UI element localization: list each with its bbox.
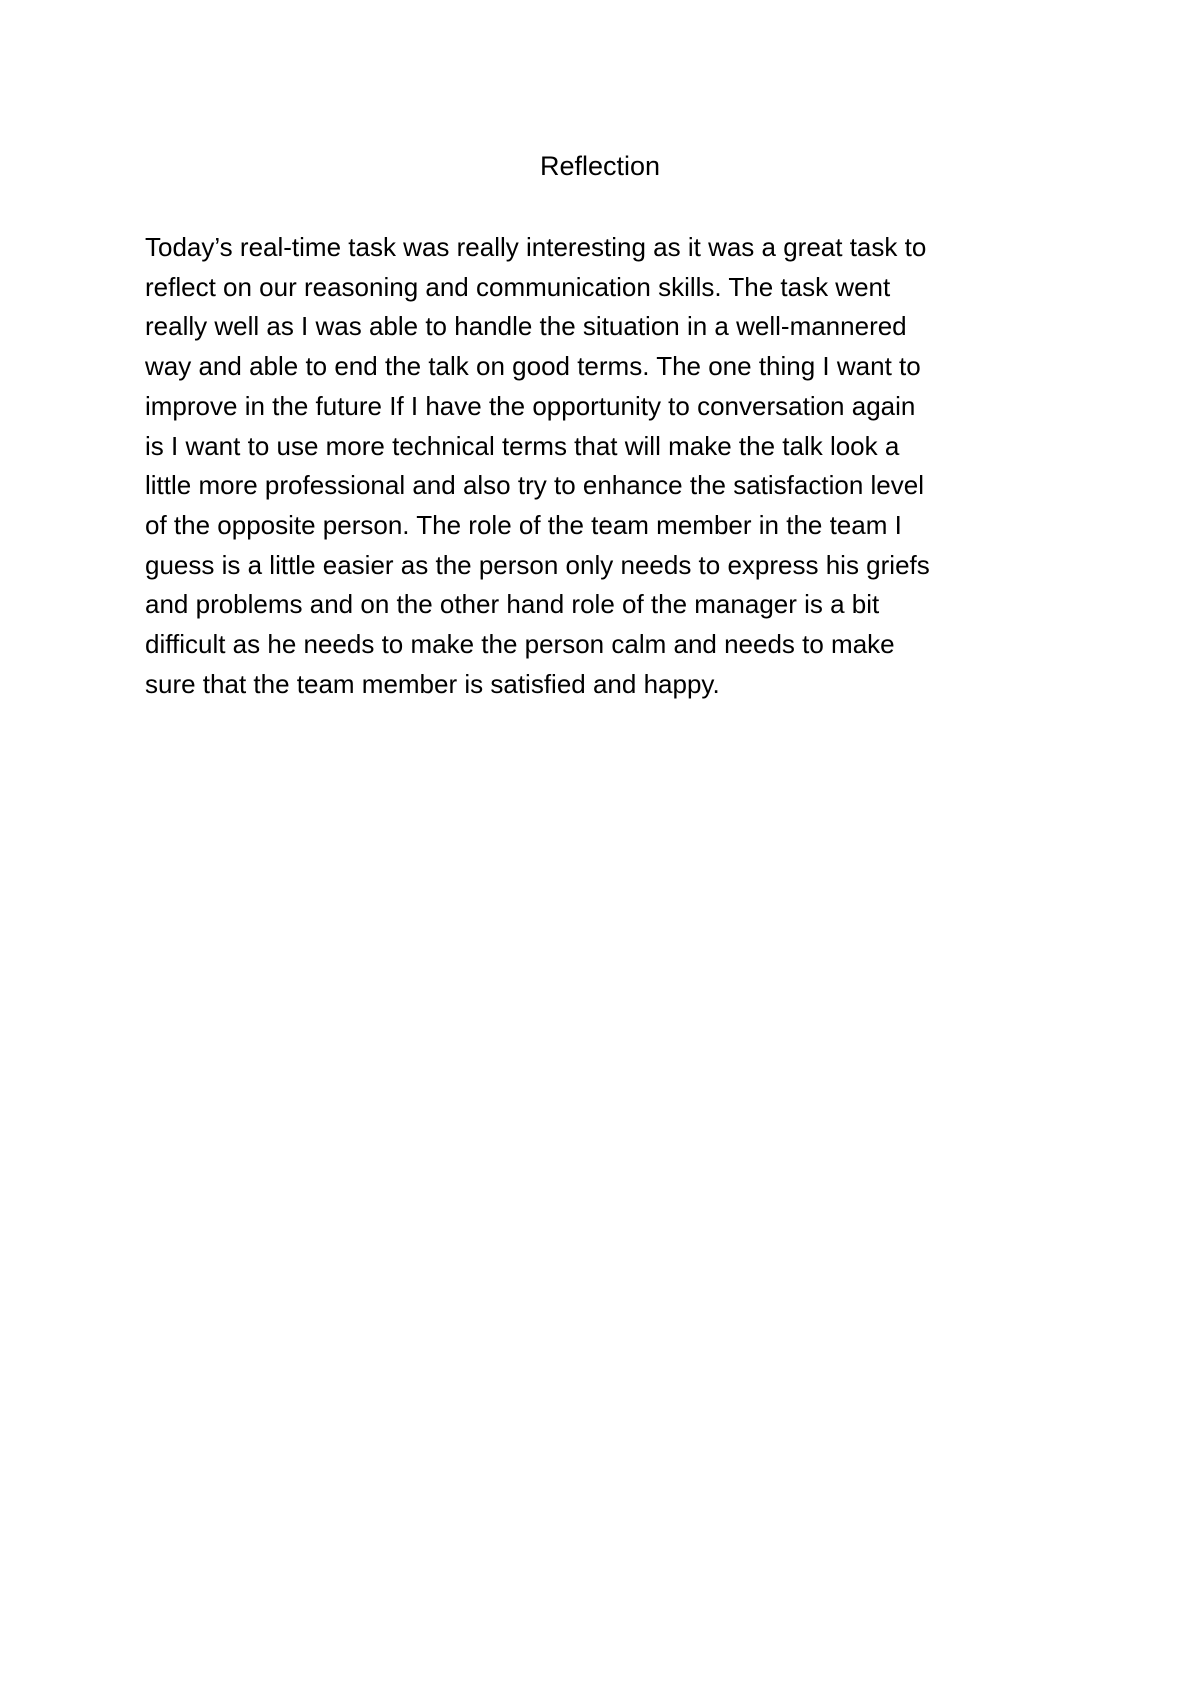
paragraph-line: guess is a little easier as the person only needs to express his griefs: [145, 549, 930, 580]
paragraph-line: and problems and on the other hand role of the manager is a bit: [145, 589, 880, 620]
paragraph-line: little more professional and also try to enhance the satisfaction level: [145, 470, 924, 501]
paragraph-line: way and able to end the talk on good terms. The one thing I want to: [145, 351, 921, 382]
paragraph-line: difficult as he needs to make the person calm and needs to make: [145, 629, 895, 660]
paragraph-line: sure that the team member is satisfied and happy.: [145, 668, 720, 699]
document-title: Reflection: [539, 151, 661, 181]
paragraph-line: of the opposite person. The role of the team member in the team I: [145, 509, 902, 540]
paragraph-line: Today’s real-time task was really interesting as it was a great task to: [145, 232, 927, 262]
paragraph-line: reflect on our reasoning and communication skills. The task went: [145, 271, 891, 302]
paragraph-line: really well as I was able to handle the situation in a well-mannered: [145, 311, 907, 342]
paragraph-line: improve in the future If I have the opportunity to conversation again: [145, 390, 916, 421]
paragraph-line: is I want to use more technical terms that will make the talk look a: [145, 430, 900, 461]
body-paragraph: [145, 228, 1065, 704]
